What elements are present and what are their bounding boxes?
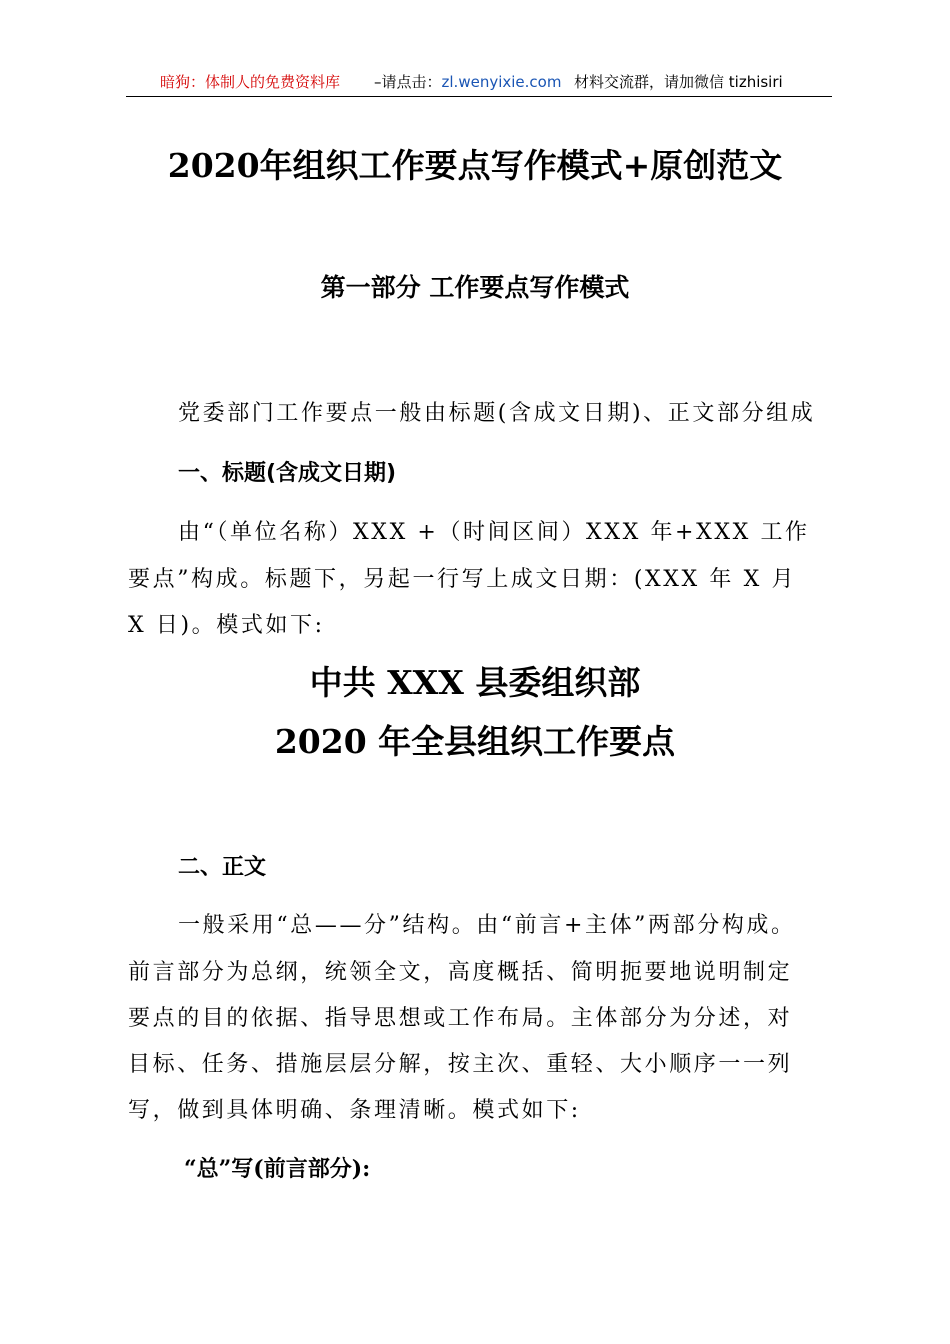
example-title-line-2: 2020 年全县组织工作要点 [274, 722, 676, 761]
section-one-line: X 日)。模式如下: [128, 613, 325, 638]
section-two-line: 要点的目的依据、指导思想或工作布局。主体部分为分述，对 [128, 1006, 793, 1031]
page-header [126, 66, 832, 97]
example-title-line-1: 中共 XXX 县委组织部 [309, 663, 641, 702]
part-one-title: 第一部分 工作要点写作模式 [320, 273, 630, 302]
section-one-line: 由“（单位名称）XXX +（时间区间）XXX 年+XXX 工作 [178, 520, 810, 545]
section-two-line: 写，做到具体明确、条理清晰。模式如下: [128, 1098, 581, 1123]
document-title: 2020年组织工作要点写作模式+原创范文 [167, 146, 783, 185]
section-two-line: 目标、任务、措施层层分解，按主次、重轻、大小顺序一一列 [128, 1052, 793, 1077]
section-two-line: 前言部分为总纲，统领全文，高度概括、简明扼要地说明制定 [128, 960, 793, 985]
section-two-line: 一般采用“总——分”结构。由“前言+主体”两部分构成。 [178, 913, 796, 938]
section-two-heading: 二、正文 [178, 855, 267, 880]
preface-subheading: “总”写(前言部分): [184, 1156, 371, 1182]
header-url[interactable]: zl.wenyixie.com [441, 73, 562, 91]
section-one-line: 要点”构成。标题下，另起一行写上成文日期：(XXX 年 X 月 [128, 567, 797, 592]
section-one-heading: 一、标题(含成文日期) [178, 461, 397, 486]
intro-paragraph: 党委部门工作要点一般由标题(含成文日期)、正文部分组成 [178, 401, 816, 426]
header-link[interactable] [374, 71, 561, 92]
header-site-name: 暗狗：体制人的免费资料库 [160, 73, 341, 91]
header-link-prefix: –请点击： [374, 73, 442, 91]
header-wechat-note: 材料交流群，请加微信 tizhisiri [574, 73, 783, 91]
